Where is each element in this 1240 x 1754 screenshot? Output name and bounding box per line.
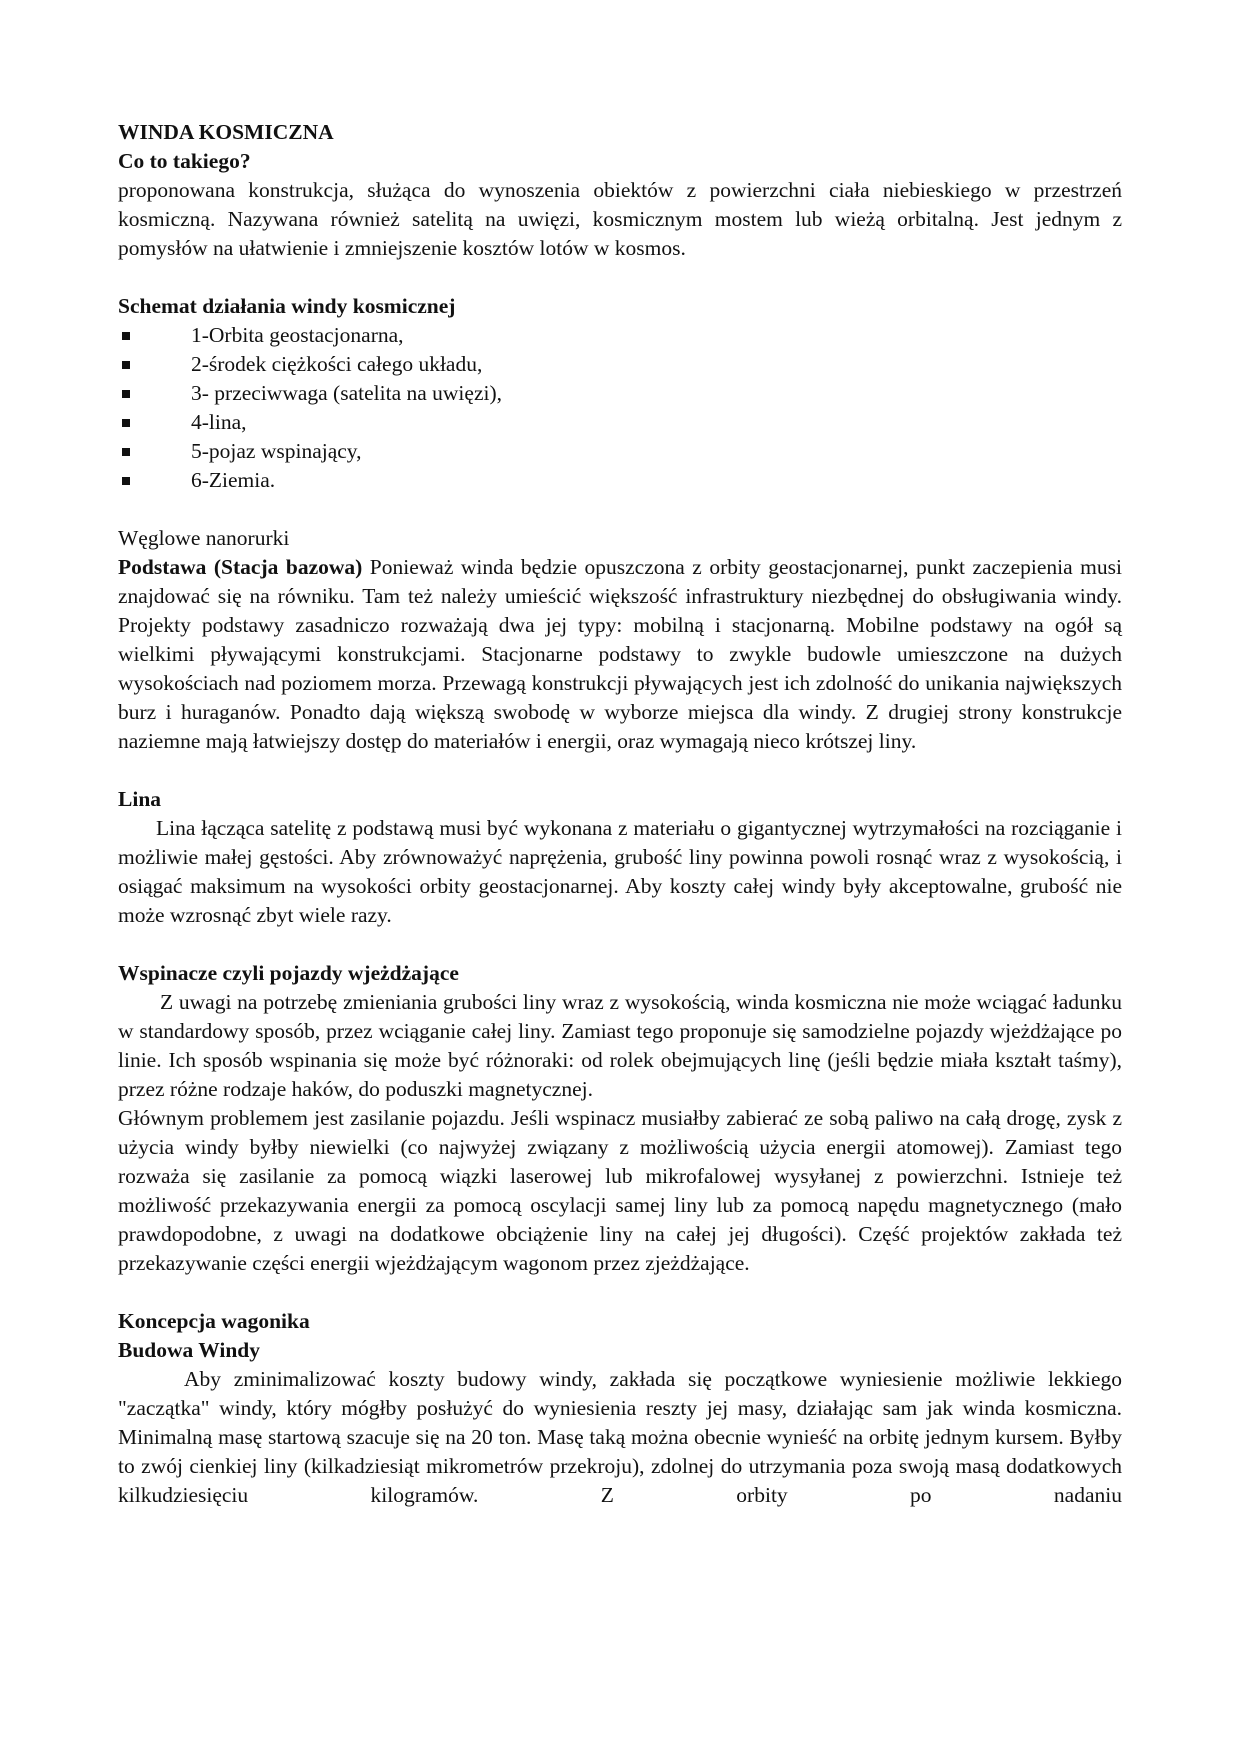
- list-item: [118, 408, 1122, 437]
- square-bullet-icon: [122, 448, 130, 456]
- square-bullet-icon: [122, 390, 130, 398]
- list-item-label: 1-Orbita geostacjonarna,: [191, 323, 404, 347]
- square-bullet-icon: [122, 332, 130, 340]
- base-text: Ponieważ winda będzie opuszczona z orbity geostacjonarnej, punkt zaczepienia musi znajdować się na równiku. Tam też należy umieścić większość infrastruktury niezbędnej do obsługiwania windy. Projekty podstawy zasadniczo rozważają dwa jej typy: mobilną i stacjonarną. Mobilne podstawy na ogół są wielkimi pływającymi konstrukcjami. Stacjonarne podstawy to zwykle budowle umieszczone na dużych wysokościach nad poziomem morza. Przewagą konstrukcji pływających jest ich zdolność do unikania największych burz i huraganów. Ponadto dają większą swobodę w wyborze miejsca dla windy. Z drugiej strony konstrukcje naziemne mają łatwiejszy dostęp do materiałów i energii, oraz wymagają nieco krótszej liny.: [118, 555, 1122, 753]
- rope-paragraph: Lina łącząca satelitę z podstawą musi być wykonana z materiału o gigantycznej wytrzymałości na rozciąganie i możliwie małej gęstości. Aby zrównoważyć naprężenia, grubość liny powinna powoli rosnąć wraz z wysokością, i osiągać maksimum na wysokości orbity geostacjonarnej. Aby koszty całej windy były akceptowalne, grubość nie może wzrosnąć zbyt wiele razy.: [118, 816, 1122, 927]
- list-item-label: 4-lina,: [191, 410, 247, 434]
- spacer: [118, 756, 1122, 785]
- climbers-heading: Wspinacze czyli pojazdy wjeżdżające: [118, 961, 459, 985]
- build-heading: Budowa Windy: [118, 1338, 261, 1362]
- base-heading: Podstawa (Stacja bazowa): [118, 555, 363, 579]
- spacer: [118, 930, 1122, 959]
- square-bullet-icon: [122, 419, 130, 427]
- build-paragraph-2: Minimalną masę startową szacuje się na 20 ton. Masę taką można obecnie wynieść na orbitę jednym kursem. Byłby to zwój cienkiej liny (kilkadziesiąt mikrometrów przekroju), zdolnej do utrzymania poza swoją masą dodatkowych kilkudziesięciu kilogramów. Z orbity po nadaniu: [118, 1425, 1122, 1507]
- nanotubes-label: Węglowe nanorurki: [118, 526, 290, 550]
- rope-heading: Lina: [118, 787, 162, 811]
- document-title: WINDA KOSMICZNA: [118, 120, 334, 144]
- list-item-label: 2-środek ciężkości całego układu,: [191, 352, 483, 376]
- climbers-paragraph-2: Głównym problemem jest zasilanie pojazdu. Jeśli wspinacz musiałby zabierać ze sobą paliwo na całą drogę, zysk z użycia windy byłby niewielki (co najwyżej związany z możliwością użycia energii atomowej). Zamiast tego rozważa się zasilanie za pomocą wiązki laserowej lub mikrofalowej wysyłanej z powierzchni. Istnieje też możliwość przekazywania energii za pomocą oscylacji samej liny lub za pomocą napędu magnetycznego (mało prawdopodobne, z uwagi na dodatkowe obciążenie liny na całej jej długości). Część projektów zakłada też przekazywanie części energii wjeżdżającym wagonom przez zjeżdżające.: [118, 1106, 1122, 1275]
- square-bullet-icon: [122, 477, 130, 485]
- climbers-paragraph-1: Z uwagi na potrzebę zmieniania grubości liny wraz z wysokością, winda kosmiczna nie może wciągać ładunku w standardowy sposób, przez wciąganie całej liny. Zamiast tego proponuje się samodzielne pojazdy wjeżdżające po linie. Ich sposób wspinania się może być różnoraki: od rolek obejmujących linę (jeśli będzie miała kształt taśmy), przez różne rodzaje haków, do poduszki magnetycznej.: [118, 990, 1122, 1101]
- list-item-label: 5-pojaz wspinający,: [191, 439, 362, 463]
- list-item-label: 3- przeciwwaga (satelita na uwięzi),: [191, 381, 502, 405]
- spacer: [118, 1278, 1122, 1307]
- list-item-label: 6-Ziemia.: [191, 468, 276, 492]
- spacer: [118, 263, 1122, 292]
- scheme-list: [118, 321, 1122, 495]
- list-item: [118, 437, 1122, 466]
- build-paragraph-1: Aby zminimalizować koszty budowy windy, zakłada się początkowe wyniesienie możliwie lekkiego "zaczątka" windy, który mógłby posłużyć do wyniesienia reszty jej masy, działając sam jak winda kosmiczna.: [118, 1367, 1122, 1420]
- square-bullet-icon: [122, 361, 130, 369]
- intro-heading: Co to takiego?: [118, 149, 251, 173]
- list-item: [118, 379, 1122, 408]
- list-item: [118, 466, 1122, 495]
- document-page: [118, 118, 1122, 1510]
- spacer: [118, 495, 1122, 524]
- list-item: [118, 321, 1122, 350]
- scheme-heading: Schemat działania windy kosmicznej: [118, 294, 456, 318]
- car-heading: Koncepcja wagonika: [118, 1309, 310, 1333]
- list-item: [118, 350, 1122, 379]
- base-paragraph: [118, 553, 1122, 756]
- intro-paragraph: proponowana konstrukcja, służąca do wynoszenia obiektów z powierzchni ciała niebieskiego w przestrzeń kosmiczną. Nazywana również satelitą na uwięzi, kosmicznym mostem lub wieżą orbitalną. Jest jednym z pomysłów na ułatwienie i zmniejszenie kosztów lotów w kosmos.: [118, 178, 1122, 260]
